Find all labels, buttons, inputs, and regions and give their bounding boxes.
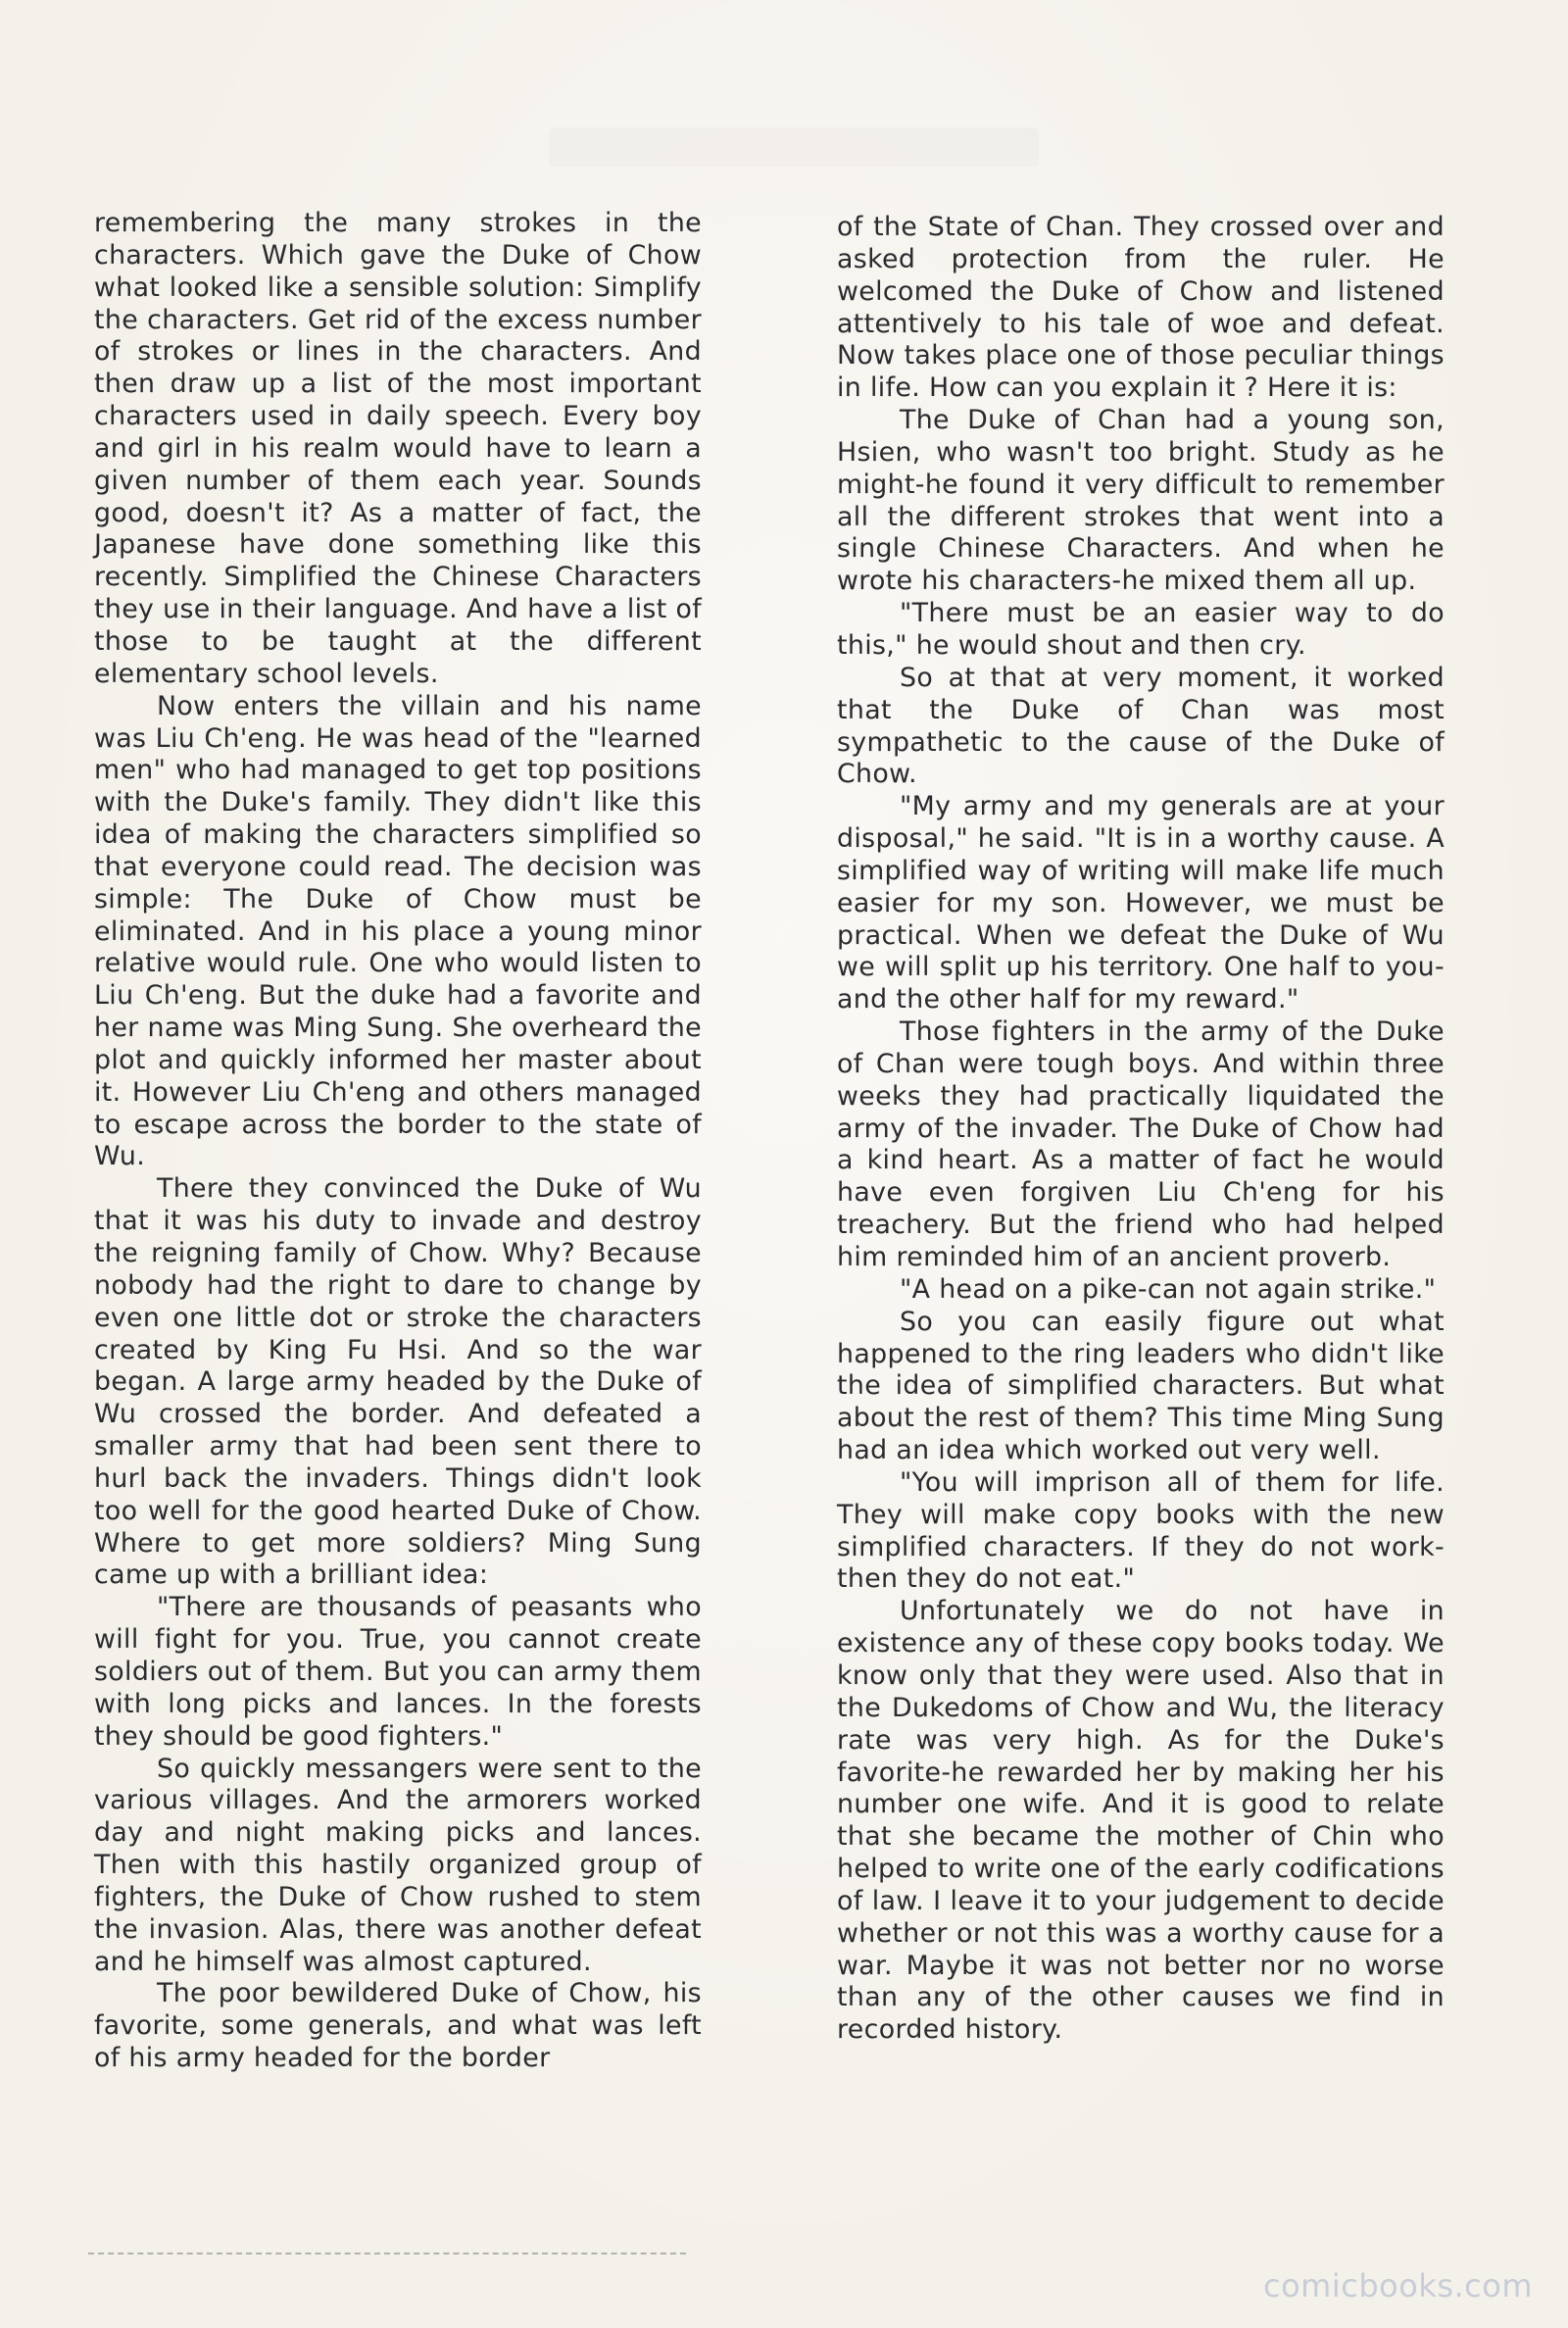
paragraph: "There must be an easier way to do this," he would shout and then cry. bbox=[837, 598, 1445, 661]
paragraph: So you can easily figure out what happened to the ring leaders who didn't like the idea of simplified characters. But what about the rest of them? This time Ming Sung had an idea which worked out very well. bbox=[837, 1306, 1445, 1466]
paragraph: Unfortunately we do not have in existence any of these copy books today. We know only that they were used. Also that in the Dukedoms of Chow and Wu, the literacy rate was very high. As for the Duke's favorite-he rewarded her by making her his number one wife. And it is good to relate that she became the mother of Chin who helped to write one of the early codifications of law. I leave it to your judgement to decide whether or not this was a worthy cause for a war. Maybe it was not better nor no worse than any of the other causes we find in recorded history. bbox=[837, 1596, 1445, 2046]
paragraph: of the State of Chan. They crossed over and asked protection from the ruler. He welcomed the Duke of Chow and listened attentively to his tale of woe and defeat. Now takes place one of those peculiar things in life. How can you explain it ? Here it is: bbox=[837, 212, 1445, 404]
paragraph: Now enters the villain and his name was Liu Ch'eng. He was head of the "learned men" who had managed to get top positions with the Duke's family. They didn't like this idea of making the characters simplified so that everyone could read. The decision was simple: The Duke of Chow must be eliminated. And in his place a young minor relative would rule. One who would listen to Liu Ch'eng. But the duke had a favorite and her name was Ming Sung. She overheard the plot and quickly informed her master about it. However Liu Ch'eng and others managed to escape across the border to the state of Wu. bbox=[94, 690, 702, 1172]
footer-rule bbox=[88, 2253, 686, 2254]
paragraph: "A head on a pike-can not again strike." bbox=[900, 1273, 1437, 1305]
paragraph: The Duke of Chan had a young son, Hsien, who wasn't too bright. Study as he might-he found it very difficult to remember all the different strokes that went into a single Chinese Characters. And when he wrote his characters-he mixed them all up. bbox=[837, 405, 1445, 597]
paragraph: So quickly messangers were sent to the various villages. And the armorers worked day and night making picks and lances. Then with this hastily organized group of fighters, the Duke of Chow rushed to stem the invasion. Alas, there was another defeat and he himself was almost captured. bbox=[94, 1753, 702, 1977]
paragraph: "You will imprison all of them for life. They will make copy books with the new simplified characters. If they do not work-then they do not eat." bbox=[837, 1466, 1445, 1595]
paragraph: "There are thousands of peasants who will fight for you. True, you cannot create soldiers out of them. But you can army them with long picks and lances. In the forests they should be good fighters." bbox=[94, 1592, 702, 1752]
left-column bbox=[94, 208, 702, 2075]
paragraph: "My army and my generals are at your disposal," he said. "It is in a worthy cause. A simplified way of writing will make life much easier for my son. However, we must be practical. When we defeat the Duke of Wu we will split up his territory. One half to you- and the other half for my reward." bbox=[837, 791, 1445, 1015]
faded-header bbox=[549, 127, 1039, 167]
paragraph: There they convinced the Duke of Wu that it was his duty to invade and destroy the reigning family of Chow. Why? Because nobody had the right to dare to change by even one little dot or stroke the characters created by King Fu Hsi. And so the war began. A large army headed by the Duke of Wu crossed the border. And defeated a smaller army that had been sent there to hurl back the invaders. Things didn't look too well for the good hearted Duke of Chow. Where to get more soldiers? Ming Sung came up with a brilliant idea: bbox=[94, 1173, 702, 1591]
right-column bbox=[837, 212, 1445, 2047]
paragraph: remembering the many strokes in the characters. Which gave the Duke of Chow what looked like a sensible solution: Simplify the characters. Get rid of the excess number of strokes or lines in the characters. And then draw up a list of the most important characters used in daily speech. Every boy and girl in his realm would have to learn a given number of them each year. Sounds good, doesn't it? As a matter of fact, the Japanese have done something like this recently. Simplified the Chinese Characters they use in their language. And have a list of those to be taught at the different elementary school levels. bbox=[94, 208, 702, 689]
paragraph: Those fighters in the army of the Duke of Chan were tough boys. And within three weeks they had practically liquidated the army of the invader. The Duke of Chow had a kind heart. As a matter of fact he would have even forgiven Liu Ch'eng for his treachery. But the friend who had helped him reminded him of an ancient proverb. bbox=[837, 1016, 1445, 1272]
watermark: comicbooks.com bbox=[1262, 2267, 1533, 2304]
paragraph: So at that at very moment, it worked that the Duke of Chan was most sympathetic to the cause of the Duke of Chow. bbox=[837, 662, 1445, 790]
paragraph: The poor bewildered Duke of Chow, his favorite, some generals, and what was left of his army headed for the border bbox=[94, 1978, 702, 2074]
